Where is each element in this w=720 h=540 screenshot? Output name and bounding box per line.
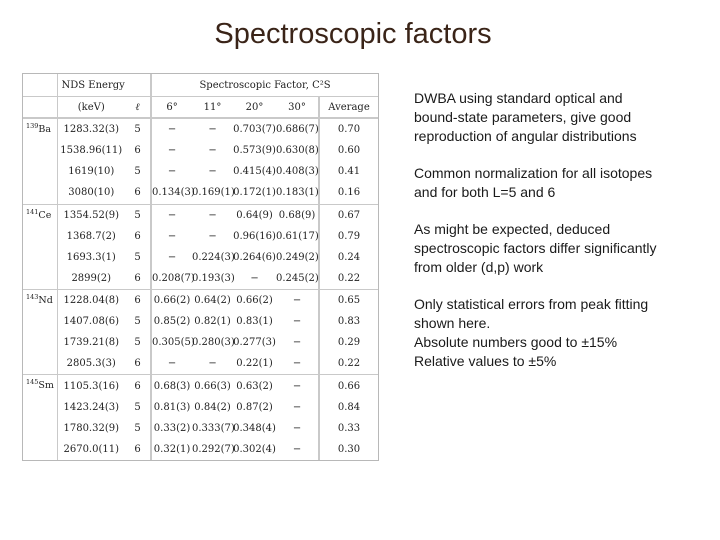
cell-20deg: 0.22(1) [236,358,273,370]
note-line: bound-state parameters, give good [414,109,632,125]
cell-6deg: − [151,247,192,268]
cell-6deg: 0.208(7) [151,268,192,290]
cell-11deg: 0.292(7) [192,443,235,455]
table-row [23,418,378,439]
cell-average: 0.29 [319,332,378,353]
cell-30deg: 0.245(2) [276,272,319,284]
table-row [23,311,378,332]
col-header-30deg: 30° [276,97,319,119]
cell-average: 0.60 [319,140,378,161]
cell-average: 0.41 [319,161,378,182]
table-row [23,268,378,290]
cell-11deg: 0.169(1) [192,187,235,199]
cell-energy: 1105.3(16) [57,375,125,397]
table-row [23,397,378,418]
cell-average: 0.67 [319,204,378,226]
cell-average: 0.33 [319,418,378,439]
cell-20deg: − [250,272,259,284]
cell-20deg: 0.172(1) [233,187,276,199]
note-line: As might be expected, deduced [414,221,611,237]
isotope-element: Ba [38,124,52,136]
note-paragraph [414,89,714,146]
cell-energy: 1739.21(8) [57,332,125,353]
cell-6deg: 0.32(1) [151,439,192,460]
cell-11deg: 0.193(3) [192,272,235,284]
header-nds-energy: NDS Energy [57,74,151,97]
cell-30deg: 0.249(2) [276,251,319,263]
cell-30deg: 0.61(17) [276,230,319,242]
table-row [23,289,378,311]
cell-11deg: 0.333(7) [192,422,235,434]
cell-6deg: − [151,140,192,161]
cell-6deg: − [151,204,192,226]
cell-20deg: 0.277(3) [233,337,276,349]
cell-30deg: − [292,443,302,455]
cell-20deg: 0.64(9) [233,204,276,226]
cell-6deg: 0.85(2) [151,311,192,332]
cell-11deg: − [208,358,217,370]
cell-l: 5 [134,251,141,263]
cell-average: 0.66 [319,375,378,397]
cell-energy: 1423.24(3) [57,397,125,418]
note-line: reproduction of angular distributions [414,128,637,144]
isotope-label [23,289,57,374]
cell-6deg: − [151,161,192,182]
col-header-6deg: 6° [151,97,192,119]
note-line: and for both L=5 and 6 [414,184,556,200]
cell-11deg: − [208,230,217,242]
cell-11deg: − [192,118,233,140]
cell-average: 0.83 [319,311,378,332]
note-line: from older (d,p) work [414,259,544,275]
spectroscopic-factors-table [22,73,379,461]
cell-energy: 1368.7(2) [57,226,125,247]
cell-20deg: 0.264(6) [233,251,276,263]
cell-energy: 2899(2) [57,268,125,290]
cell-6deg: 0.33(2) [151,418,192,439]
isotope-mass: 141 [26,207,39,216]
note-line: Absolute numbers good to ±15% [414,334,618,350]
cell-20deg: 0.415(4) [233,166,276,178]
table-row [23,140,378,161]
isotope-element: Nd [38,295,53,307]
cell-l: 6 [134,230,141,242]
page-title: Spectroscopic factors [214,18,492,50]
cell-average: 0.65 [319,289,378,311]
cell-11deg: − [192,204,233,226]
col-header-energy: (keV) [57,97,125,119]
cell-energy: 1693.3(1) [57,247,125,268]
cell-11deg: 0.66(3) [192,375,233,397]
table-row [23,204,378,226]
cell-11deg: 0.82(1) [194,316,231,328]
table-row [23,353,378,375]
isotope-element: Ce [38,209,52,221]
isotope-label [23,118,57,204]
cell-l: 6 [134,145,141,157]
cell-energy: 1228.04(8) [57,289,125,311]
cell-l: 5 [125,204,151,226]
table-row [23,182,378,204]
cell-6deg: 0.66(2) [151,289,192,311]
cell-30deg: − [292,316,302,328]
note-paragraph [414,220,714,277]
cell-energy: 1283.32(3) [57,118,125,140]
cell-energy: 1354.52(9) [57,204,125,226]
data-table [23,74,378,460]
col-header-average: Average [319,97,378,119]
cell-average: 0.84 [319,397,378,418]
cell-l: 5 [134,316,141,328]
cell-30deg: 0.68(9) [276,204,319,226]
table-row [23,161,378,182]
cell-30deg: − [276,375,319,397]
cell-energy: 1538.96(11) [57,140,125,161]
cell-average: 0.79 [319,226,378,247]
cell-average: 0.16 [319,182,378,204]
cell-6deg: 0.68(3) [151,375,192,397]
cell-energy: 3080(10) [57,182,125,204]
cell-30deg: − [276,289,319,311]
cell-average: 0.22 [319,353,378,375]
header-spectroscopic-factor: Spectroscopic Factor, C²S [151,74,378,97]
cell-l: 6 [134,358,141,370]
cell-30deg: 0.183(1) [276,187,319,199]
note-line: Relative values to ±5% [414,353,557,369]
table-row [23,439,378,460]
cell-6deg: 0.305(5) [151,332,192,353]
cell-11deg: 0.280(3) [192,337,235,349]
cell-30deg: − [292,358,302,370]
cell-20deg: 0.703(7) [233,118,276,140]
cell-30deg: 0.630(8) [276,145,319,157]
col-header-11deg: 11° [192,97,233,119]
cell-20deg: 0.96(16) [233,230,276,242]
cell-average: 0.70 [319,118,378,140]
note-line: Common normalization for all isotopes [414,165,653,181]
cell-20deg: 0.66(2) [233,289,276,311]
header-blank-2 [23,97,57,119]
table-row [23,226,378,247]
cell-l: 6 [134,187,141,199]
cell-average: 0.22 [319,268,378,290]
cell-11deg: 0.64(2) [192,289,233,311]
cell-11deg: 0.224(3) [192,251,235,263]
cell-30deg: 0.408(3) [276,166,319,178]
cell-11deg: − [208,166,217,178]
cell-energy: 1780.32(9) [57,418,125,439]
cell-20deg: 0.573(9) [233,145,276,157]
cell-energy: 2805.3(3) [57,353,125,375]
cell-l: 5 [134,422,141,434]
cell-energy: 1407.08(6) [57,311,125,332]
cell-30deg: − [292,337,302,349]
cell-energy: 1619(10) [57,161,125,182]
notes-panel [414,89,714,389]
table-row [23,247,378,268]
note-line: Only statistical errors from peak fitting [414,296,649,312]
isotope-label [23,204,57,289]
note-line: spectroscopic factors differ significantly [414,240,657,256]
cell-30deg: − [292,401,302,413]
note-line: DWBA using standard optical and [414,90,623,106]
cell-6deg: − [151,118,192,140]
isotope-mass: 145 [26,378,39,387]
cell-30deg: 0.686(7) [276,118,319,140]
note-line: shown here. [414,315,491,331]
header-blank [23,74,57,97]
note-paragraph [414,164,714,202]
cell-6deg: 0.134(3) [151,182,192,204]
table-row [23,118,378,140]
cell-l: 5 [134,401,141,413]
isotope-element: Sm [38,380,54,392]
table-row [23,332,378,353]
cell-20deg: 0.348(4) [233,422,276,434]
header-row-columns [23,97,378,119]
cell-l: 6 [125,375,151,397]
cell-6deg: − [151,226,192,247]
cell-l: 6 [134,443,141,455]
table-row [23,375,378,397]
cell-20deg: 0.63(2) [233,375,276,397]
cell-l: 5 [134,337,141,349]
col-header-l: ℓ [125,97,151,119]
cell-average: 0.24 [319,247,378,268]
cell-20deg: 0.87(2) [236,401,273,413]
cell-11deg: 0.84(2) [194,401,231,413]
header-row-top [23,74,378,97]
cell-11deg: − [208,145,217,157]
cell-l: 5 [125,118,151,140]
col-header-20deg: 20° [233,97,276,119]
cell-6deg: − [151,353,192,375]
cell-l: 6 [125,289,151,311]
cell-l: 6 [134,272,141,284]
cell-30deg: − [292,422,302,434]
note-paragraph [414,295,714,371]
cell-average: 0.30 [319,439,378,460]
isotope-mass: 143 [26,292,39,301]
isotope-mass: 139 [26,122,39,130]
isotope-label [23,375,57,460]
cell-6deg: 0.81(3) [151,397,192,418]
cell-20deg: 0.83(1) [236,316,273,328]
cell-energy: 2670.0(11) [57,439,125,460]
cell-l: 5 [134,166,141,178]
cell-20deg: 0.302(4) [233,443,276,455]
